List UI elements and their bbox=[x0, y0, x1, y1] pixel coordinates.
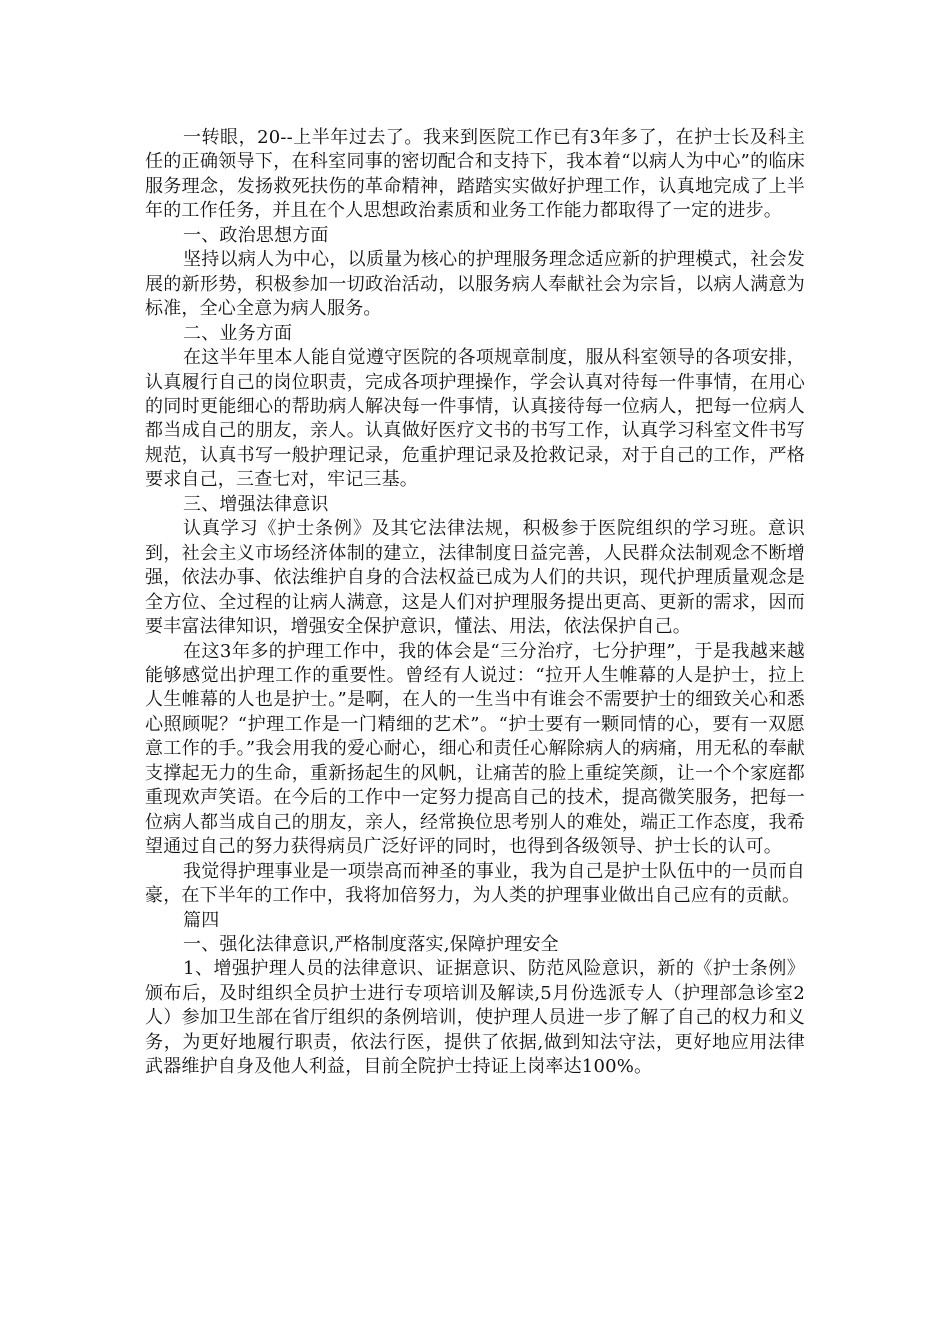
safety-paragraph: 1、增强护理人员的法律意识、证据意识、防范风险意识，新的《护士条例》颁布后，及时组织全员护士进行专项培训及解读,5月份选派专人（护理部急诊室2人）参加卫生部在省厅组织的条例培训，使护理人员进一步了解了自己的权力和义务，为更好地履行职责，依法行医，提供了依据,做到知法守法，更好地应用法律武器维护自身及他人利益，目前全院护士持证上岗率达100%。 bbox=[145, 958, 805, 1078]
chapter-heading: 篇四 bbox=[183, 909, 220, 931]
politics-paragraph: 坚持以病人为中心，以质量为核心的护理服务理念适应新的护理模式，社会发展的新形势，积极参加一切政治活动，以服务病人奉献社会为宗旨，以病人满意为标准，全心全意为病人服务。 bbox=[145, 249, 805, 320]
section-heading-law: 三、增强法律意识 bbox=[183, 493, 329, 515]
section-heading-business: 二、业务方面 bbox=[183, 322, 293, 344]
intro-paragraph: 一转眼，20--上半年过去了。我来到医院工作已有3年多了，在护士长及科主任的正确领导下，在科室同事的密切配合和支持下，我本着“以病人为中心”的临床服务理念，发扬救死扶伤的革命精神，踏踏实实做好护理工作，认真地完成了上半年的工作任务，并且在个人思想政治素质和业务工作能力都取得了一定的进步。 bbox=[145, 127, 805, 222]
closing-paragraph: 我觉得护理事业是一项崇高而神圣的事业，我为自己是护士队伍中的一员而自豪，在下半年的工作中，我将加倍努力，为人类的护理事业做出自己应有的贡献。 bbox=[145, 860, 805, 907]
law-paragraph: 认真学习《护士条例》及其它法律法规，积极参于医院组织的学习班。意识到，社会主义市场经济体制的建立，法律制度日益完善，人民群众法制观念不断增强，依法办事、依法维护自身的合法权益已成为人们的共识，现代护理质量观念是全方位、全过程的让病人满意，这是人们对护理服务提出更高、更新的需求，因而要丰富法律知识，增强安全保护意识，懂法、用法，依法保护自己。 bbox=[145, 518, 805, 638]
experience-paragraph: 在这3年多的护理工作中，我的体会是“三分治疗，七分护理”，于是我越来越能够感觉出护理工作的重要性。曾经有人说过：“拉开人生帷幕的人是护士，拉上人生帷幕的人也是护士。”是啊，在人的一生当中有谁会不需要护士的细致关心和悉心照顾呢？“护理工作是一门精细的艺术”。“护士要有一颗同情的心，要有一双愿意工作的手。”我会用我的爱心耐心，细心和责任心解除病人的病痛，用无私的奉献支撑起无力的生命，重新扬起生的风帆，让痛苦的脸上重绽笑颜，让一个个家庭都重现欢声笑语。在今后的工作中一定努力提高自己的技术，提高微笑服务，把每一位病人都当成自己的朋友，亲人，经常换位思考别人的难处，端正工作态度，我希望通过自己的努力获得病员广泛好评的同时，也得到各级领导、护士长的认可。 bbox=[145, 640, 805, 858]
section-heading-politics: 一、政治思想方面 bbox=[183, 224, 329, 246]
business-paragraph: 在这半年里本人能自觉遵守医院的各项规章制度，服从科室领导的各项安排，认真履行自己的岗位职责，完成各项护理操作，学会认真对待每一件事情，在用心的同时更能细心的帮助病人解决每一件事情，认真接待每一位病人，把每一位病人都当成自己的朋友，亲人。认真做好医疗文书的书写工作，认真学习科室文件书写规范，认真书写一般护理记录，危重护理记录及抢救记录，对于自己的工作，严格要求自己，三查七对，牢记三基。 bbox=[145, 347, 805, 491]
document-body bbox=[145, 126, 805, 1080]
section-heading-safety: 一、强化法律意识,严格制度落实,保障护理安全 bbox=[183, 933, 559, 955]
